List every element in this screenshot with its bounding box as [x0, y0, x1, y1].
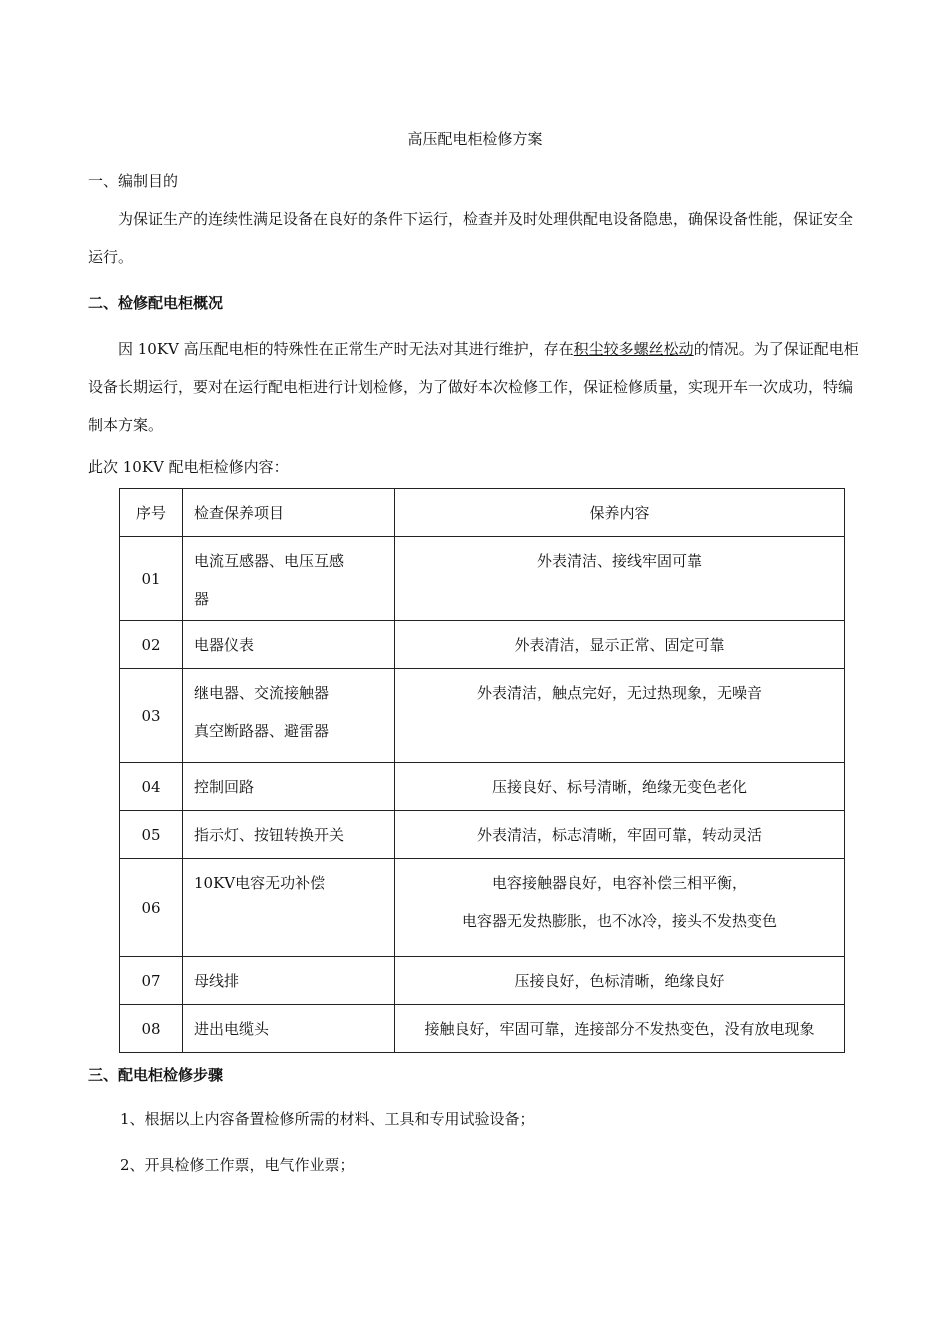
row-content — [395, 763, 845, 811]
row-number: 04 — [120, 763, 183, 811]
row-item-line: 进出电缆头 — [194, 1019, 270, 1038]
document-title: 高压配电柜检修方案 — [407, 130, 543, 148]
step-item: 1、根据以上内容备置检修所需的材料、工具和专用试验设备； — [120, 1110, 535, 1128]
row-item-line: 10KV电容无功补偿 — [194, 874, 326, 892]
row-item — [183, 621, 395, 669]
table-row — [120, 763, 845, 811]
row-item — [183, 811, 395, 859]
row-item — [183, 859, 395, 957]
row-content-line: 外表清洁，标志清晰，牢固可靠，转动灵活 — [476, 825, 762, 844]
table-row — [120, 1005, 845, 1053]
row-item — [183, 537, 395, 621]
section2-paragraph-underlined: 积尘较多螺丝松动 — [573, 340, 694, 358]
row-content — [395, 669, 845, 763]
row-item-line: 电器仪表 — [194, 635, 255, 654]
header-content: 保养内容 — [395, 489, 845, 537]
section2-heading: 二、检修配电柜概况 — [88, 294, 224, 312]
section3-heading: 三、配电柜检修步骤 — [88, 1066, 224, 1084]
section1-paragraph: 为保证生产的连续性满足设备在良好的条件下运行，检查并及时处理供配电设备隐患，确保设备性能，保证安全运行。 — [88, 210, 854, 266]
row-content-line: 外表清洁，触点完好，无过热现象，无噪音 — [476, 684, 762, 702]
row-item-line: 指示灯、按钮转换开关 — [194, 825, 345, 844]
row-content — [395, 859, 845, 957]
table-row — [120, 669, 845, 763]
section2-paragraph — [88, 330, 863, 444]
row-content — [395, 1005, 845, 1053]
row-number: 06 — [120, 859, 183, 957]
row-item — [183, 1005, 395, 1053]
row-content — [395, 957, 845, 1005]
table-row — [120, 811, 845, 859]
row-number: 03 — [120, 669, 183, 763]
step-item: 2、开具检修工作票，电气作业票； — [120, 1156, 355, 1174]
row-content-line: 接触良好，牢固可靠，连接部分不发热变色，没有放电现象 — [424, 1019, 815, 1038]
maintenance-table — [119, 488, 845, 1053]
table-row — [120, 957, 845, 1005]
table-intro: 此次 10KV 配电柜检修内容： — [88, 458, 289, 476]
row-item-line: 控制回路 — [194, 777, 255, 796]
row-number: 08 — [120, 1005, 183, 1053]
table-header-row — [120, 489, 845, 537]
row-item-line: 继电器、交流接触器 — [194, 684, 330, 702]
table-row — [120, 537, 845, 621]
row-content-line: 电容器无发热膨胀，也不冰冷，接头不发热变色 — [461, 912, 777, 930]
table-row — [120, 621, 845, 669]
section1-heading: 一、编制目的 — [88, 172, 179, 190]
row-content-line: 电容接触器良好，电容补偿三相平衡， — [491, 874, 747, 892]
header-no: 序号 — [120, 489, 183, 537]
row-number: 05 — [120, 811, 183, 859]
row-item — [183, 763, 395, 811]
row-content — [395, 811, 845, 859]
row-content — [395, 537, 845, 621]
section2-paragraph-post: 的情况。为了保证配电柜设备长期运行，要对在运行配电柜进行计划检修，为了做好本次检修工作，保证检修质量，实现开车一次成功，特编制本方案。 — [88, 340, 859, 434]
row-content-line: 压接良好、标号清晰，绝缘无变色老化 — [491, 777, 747, 796]
header-item: 检查保养项目 — [183, 489, 395, 537]
row-item — [183, 669, 395, 763]
row-content — [395, 621, 845, 669]
row-item-line: 真空断路器、避雷器 — [194, 722, 330, 740]
row-content-line: 外表清洁，显示正常、固定可靠 — [514, 635, 725, 654]
row-item-line: 母线排 — [194, 971, 240, 990]
row-content-line: 外表清洁、接线牢固可靠 — [536, 552, 702, 570]
row-number: 07 — [120, 957, 183, 1005]
row-item — [183, 957, 395, 1005]
row-number: 02 — [120, 621, 183, 669]
row-content-line: 压接良好，色标清晰，绝缘良好 — [514, 971, 725, 990]
row-item-line: 器 — [194, 590, 210, 608]
table-row — [120, 859, 845, 957]
row-number: 01 — [120, 537, 183, 621]
row-item-line: 电流互感器、电压互感 — [194, 552, 345, 570]
section2-paragraph-pre: 因 10KV 高压配电柜的特殊性在正常生产时无法对其进行维护，存在 — [118, 340, 574, 358]
table-body — [120, 537, 845, 1053]
